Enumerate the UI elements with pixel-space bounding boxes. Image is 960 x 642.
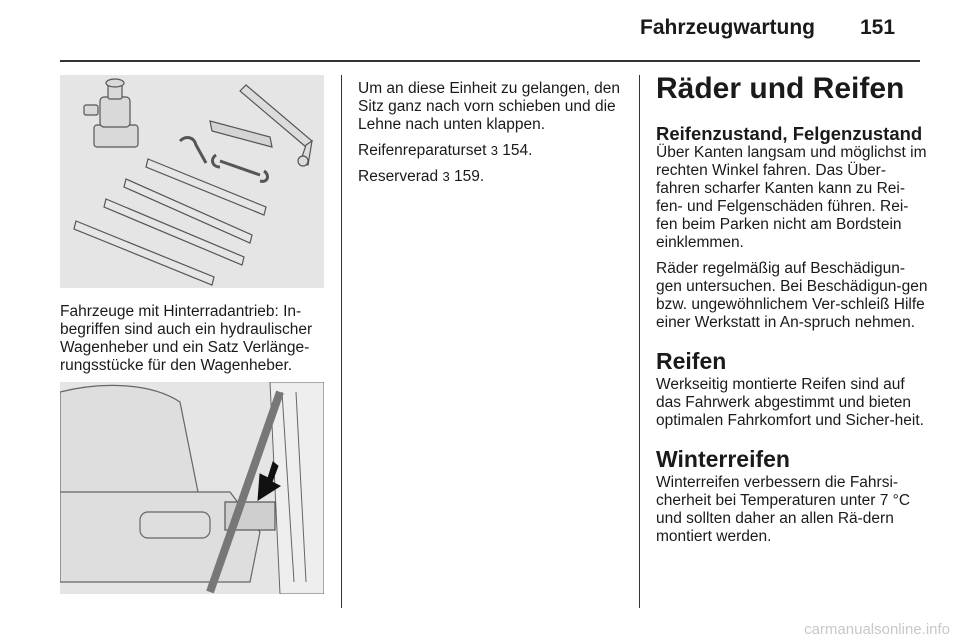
section-heading: Winterreifen bbox=[656, 446, 790, 472]
jack-tools-drawing bbox=[60, 75, 324, 288]
header-rule bbox=[60, 60, 920, 62]
side-panel-icon bbox=[270, 382, 324, 594]
jack-handle-icon bbox=[210, 121, 272, 147]
illustration-caption: Fahrzeuge mit Hinterradantrieb: In-begriffen sind auch ein hydraulischer Wagenheber und ein Satz Verlänge-rungsstücke für den Wagenheber. bbox=[60, 303, 313, 374]
seat-compartment-drawing bbox=[60, 382, 324, 594]
wheel-wrench-icon bbox=[240, 85, 312, 166]
page-header-title: Fahrzeugwartung bbox=[640, 16, 816, 39]
right-column bbox=[656, 72, 928, 562]
section-paragraph: Räder regelmäßig auf Beschädigun-gen untersuchen. Bei Beschädigun-gen bzw. ungewöhnlichem Ver-schleiß Hilfe einer Werkstatt in An-spruch nehmen. bbox=[656, 260, 928, 331]
jack-tools-illustration bbox=[60, 75, 324, 288]
section-heading: Reifen bbox=[656, 348, 727, 374]
section-heading: Reifenzustand, Felgenzustand bbox=[656, 123, 923, 144]
page-reference-arrow-icon: 3 bbox=[442, 169, 450, 184]
hook-tool-icon bbox=[180, 138, 206, 163]
reference-label: Reserverad bbox=[358, 168, 439, 185]
reference-page: 154. bbox=[502, 142, 533, 159]
reference-page: 159. bbox=[453, 168, 485, 185]
page-number: 151 bbox=[860, 16, 896, 39]
middle-column bbox=[358, 80, 628, 194]
reference-spare-wheel bbox=[358, 168, 628, 186]
hydraulic-jack-icon bbox=[84, 79, 138, 147]
column-divider-right bbox=[639, 75, 640, 608]
section-tires bbox=[656, 348, 928, 430]
column-divider-left bbox=[341, 75, 342, 608]
access-instructions: Um an diese Einheit zu gelangen, den Sitz ganz nach vorn schieben und die Lehne nach unten klappen. bbox=[358, 80, 620, 133]
seat-icon bbox=[60, 385, 260, 582]
section-paragraph: Winterreifen verbessern die Fahrsi-cherheit bei Temperaturen unter 7 °C und sollten daher an allen Rä-dern montiert werden. bbox=[656, 474, 911, 545]
section-paragraph: Werkseitig montierte Reifen sind auf das Fahrwerk abgestimmt und bieten optimalen Fahrkomfort und Sicher-heit. bbox=[656, 376, 924, 429]
extension-rods-icon bbox=[74, 159, 266, 285]
page-reference-arrow-icon: 3 bbox=[490, 143, 498, 158]
seat-compartment-illustration bbox=[60, 382, 324, 594]
reference-repair-kit bbox=[358, 142, 628, 160]
reference-label: Reifenreparaturset bbox=[358, 142, 487, 159]
spanner-icon bbox=[213, 155, 268, 181]
watermark: carmanualsonline.info bbox=[804, 621, 950, 638]
section-winter-tires bbox=[656, 446, 928, 546]
section-paragraph: Über Kanten langsam und möglichst im rechten Winkel fahren. Das Über-fahren scharfer Kanten kann zu Rei-fen- und Felgenschäden führen. Rei-fen beim Parken nicht am Bordstein einklemmen. bbox=[656, 144, 927, 251]
section-tire-condition bbox=[656, 124, 928, 332]
chapter-title: Räder und Reifen bbox=[656, 72, 905, 105]
